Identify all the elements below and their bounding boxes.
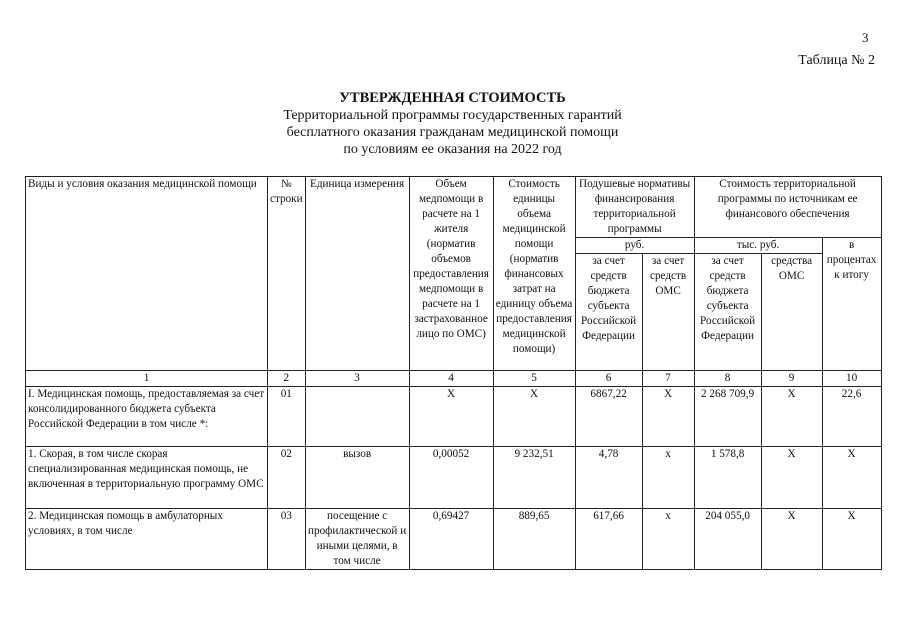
row-budget-total: 2 268 709,9 [694,387,761,447]
column-number: 6 [575,371,642,387]
header-volume: Объем медпомощи в расчете на 1 жителя (норматив объемов предоставления медпомощи в расчете на 1 застрахованное лицо по ОМС) [409,177,493,371]
column-number-row [26,371,882,387]
row-name: 2. Медицинская помощь в амбулаторных условиях, в том числе [26,509,268,570]
column-number: 4 [409,371,493,387]
table-label: Таблица № 2 [798,53,875,68]
row-cost: Х [493,387,575,447]
column-number: 7 [642,371,694,387]
row-volume: 0,00052 [409,447,493,509]
header-budget-norm: за счет средств бюджета субъекта Российской Федерации [575,254,642,371]
row-budget-total: 204 055,0 [694,509,761,570]
row-line-number: 02 [268,447,306,509]
row-oms-norm: х [642,447,694,509]
table-row [26,509,882,570]
header-cost-group: Стоимость территориальной программы по источникам ее финансового обеспечения [694,177,881,238]
column-number: 1 [26,371,268,387]
table-row [26,387,882,447]
row-budget-norm: 6867,22 [575,387,642,447]
header-unit-cost: Стоимость единицы объема медицинской помощи (норматив финансовых затрат на единицу объема предоставления медицинской помощи) [493,177,575,371]
row-budget-total: 1 578,8 [694,447,761,509]
table-row [26,447,882,509]
row-oms-norm: х [642,509,694,570]
cost-table [25,176,882,570]
page-number: 3 [862,30,869,45]
row-line-number: 01 [268,387,306,447]
title-line-1: Территориальной программы государственных гарантий [283,108,622,123]
row-budget-norm: 617,66 [575,509,642,570]
row-name: 1. Скорая, в том числе скорая специализированная медицинская помощь, не включенная в территориальную программу ОМС [26,447,268,509]
row-unit [305,387,409,447]
header-oms-norm: за счет средств ОМС [642,254,694,371]
header-cost-unit: тыс. руб. [694,238,822,254]
row-volume: 0,69427 [409,509,493,570]
column-number: 10 [822,371,881,387]
row-percent: Х [822,447,881,509]
row-volume: Х [409,387,493,447]
row-cost: 889,65 [493,509,575,570]
row-line-number: 03 [268,509,306,570]
header-line-number: № строки [268,177,306,371]
header-per-capita-unit: руб. [575,238,694,254]
row-oms-total: Х [761,447,822,509]
column-number: 9 [761,371,822,387]
title-line-3: по условиям ее оказания на 2022 год [343,142,562,157]
header-oms-total: средства ОМС [761,254,822,371]
row-name: I. Медицинская помощь, предоставляемая за счет консолидированного бюджета субъекта Российской Федерации в том числе *: [26,387,268,447]
row-budget-norm: 4,78 [575,447,642,509]
document-title [0,90,905,158]
column-number: 3 [305,371,409,387]
row-oms-total: Х [761,509,822,570]
row-percent: Х [822,509,881,570]
column-number: 5 [493,371,575,387]
row-oms-norm: Х [642,387,694,447]
header-unit: Единица измерения [305,177,409,371]
header-per-capita-group: Подушевые нормативы финансирования территориальной программы [575,177,694,238]
header-percent: в процентах к итогу [822,238,881,371]
title-line-2: бесплатного оказания гражданам медицинской помощи [286,125,619,140]
column-number: 8 [694,371,761,387]
row-oms-total: Х [761,387,822,447]
row-percent: 22,6 [822,387,881,447]
row-cost: 9 232,51 [493,447,575,509]
title-main: УТВЕРЖДЕННАЯ СТОИМОСТЬ [339,90,566,106]
row-unit: вызов [305,447,409,509]
header-budget-total: за счет средств бюджета субъекта Российской Федерации [694,254,761,371]
header-type: Виды и условия оказания медицинской помощи [26,177,268,371]
row-unit: посещение с профилактической и иными целями, в том числе [305,509,409,570]
column-number: 2 [268,371,306,387]
